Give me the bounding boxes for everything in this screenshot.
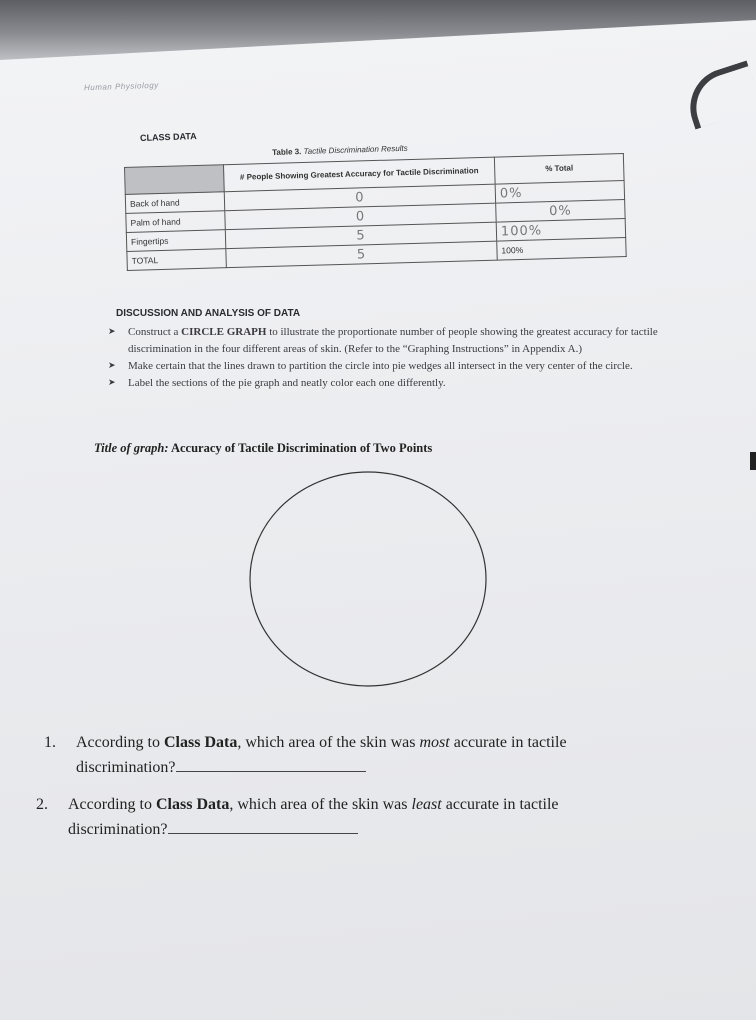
page-edge-tab <box>750 452 756 470</box>
header-blank-cell <box>125 165 225 195</box>
instruction-text-pre: Construct a <box>128 326 182 338</box>
question-text-pre: According to <box>68 796 156 813</box>
row-percent: 0% <box>496 200 625 223</box>
instruction-text: Make certain that the lines drawn to partition the circle into pie wedges all intersect in the very center of the circle. <box>128 360 633 372</box>
running-head: Human Physiology <box>83 80 159 93</box>
tactile-results-table <box>124 153 627 271</box>
header-people: # People Showing Greatest Accuracy for Tactile Discrimination <box>223 157 495 192</box>
question-text-em: most <box>419 734 450 751</box>
row-area: Fingertips <box>126 230 225 252</box>
question-line-2 <box>44 755 704 780</box>
row-people: 0 <box>225 203 496 230</box>
question-text-post: accurate in tactile <box>441 796 559 813</box>
instruction-item <box>98 375 658 392</box>
question-text-line2: discrimination? <box>68 821 168 838</box>
class-data-heading: CLASS DATA <box>139 131 197 143</box>
graph-title-label: Title of graph: <box>94 441 169 455</box>
question-text-mid: , which area of the skin was <box>237 734 420 751</box>
arrow-bullet-icon: ➤ <box>108 327 116 337</box>
arrow-bullet-icon: ➤ <box>108 361 116 371</box>
row-people: 5 <box>226 241 497 268</box>
table-caption-number: Table 3. <box>272 147 302 157</box>
instruction-text: Label the sections of the pie graph and neatly color each one differently. <box>128 377 446 389</box>
question-text-line2: discrimination? <box>76 759 176 776</box>
instruction-item <box>98 324 658 358</box>
instruction-text-post: to illustrate the proportionate number of people showing the greatest accuracy for tactile discrimination in the four different areas of skin. (Refer to the “Graphing Instructions” in Appendix A.) <box>128 326 658 355</box>
row-area: TOTAL <box>127 249 226 271</box>
question-text-bold: Class Data <box>155 796 230 813</box>
question-text-em: least <box>411 796 442 813</box>
discussion-title: DISCUSSION AND ANALYSIS OF DATA <box>116 308 301 319</box>
circle-outline <box>250 472 486 686</box>
row-percent: 100% <box>497 238 626 261</box>
row-area: Palm of hand <box>126 211 225 233</box>
row-area: Back of hand <box>125 192 224 214</box>
instruction-list <box>98 324 658 392</box>
question-text-mid: , which area of the skin was <box>229 796 412 813</box>
graph-title-text: Accuracy of Tactile Discrimination of Two Points <box>170 441 433 455</box>
question-line-2 <box>36 817 716 842</box>
row-people: 5 <box>225 222 496 249</box>
question-number: 1. <box>44 734 56 751</box>
row-people: 0 <box>224 184 495 211</box>
instruction-item <box>98 358 658 375</box>
question-text-bold: Class Data <box>163 734 238 751</box>
instruction-text-bold: CIRCLE GRAPH <box>181 326 267 338</box>
question-number: 2. <box>36 796 48 813</box>
header-percent: % Total <box>494 154 624 185</box>
question-text-pre: According to <box>76 734 164 751</box>
graph-title <box>94 441 432 456</box>
row-percent: 0% <box>495 181 624 204</box>
question-text-post: accurate in tactile <box>449 734 567 751</box>
empty-circle-graph <box>246 468 490 690</box>
arrow-bullet-icon: ➤ <box>108 378 116 388</box>
answer-blank[interactable] <box>168 819 358 834</box>
table-caption-text: Tactile Discrimination Results <box>303 143 408 157</box>
question-2 <box>36 792 716 842</box>
row-percent: 100% <box>496 219 625 242</box>
question-1 <box>44 730 704 780</box>
answer-blank[interactable] <box>176 757 366 772</box>
